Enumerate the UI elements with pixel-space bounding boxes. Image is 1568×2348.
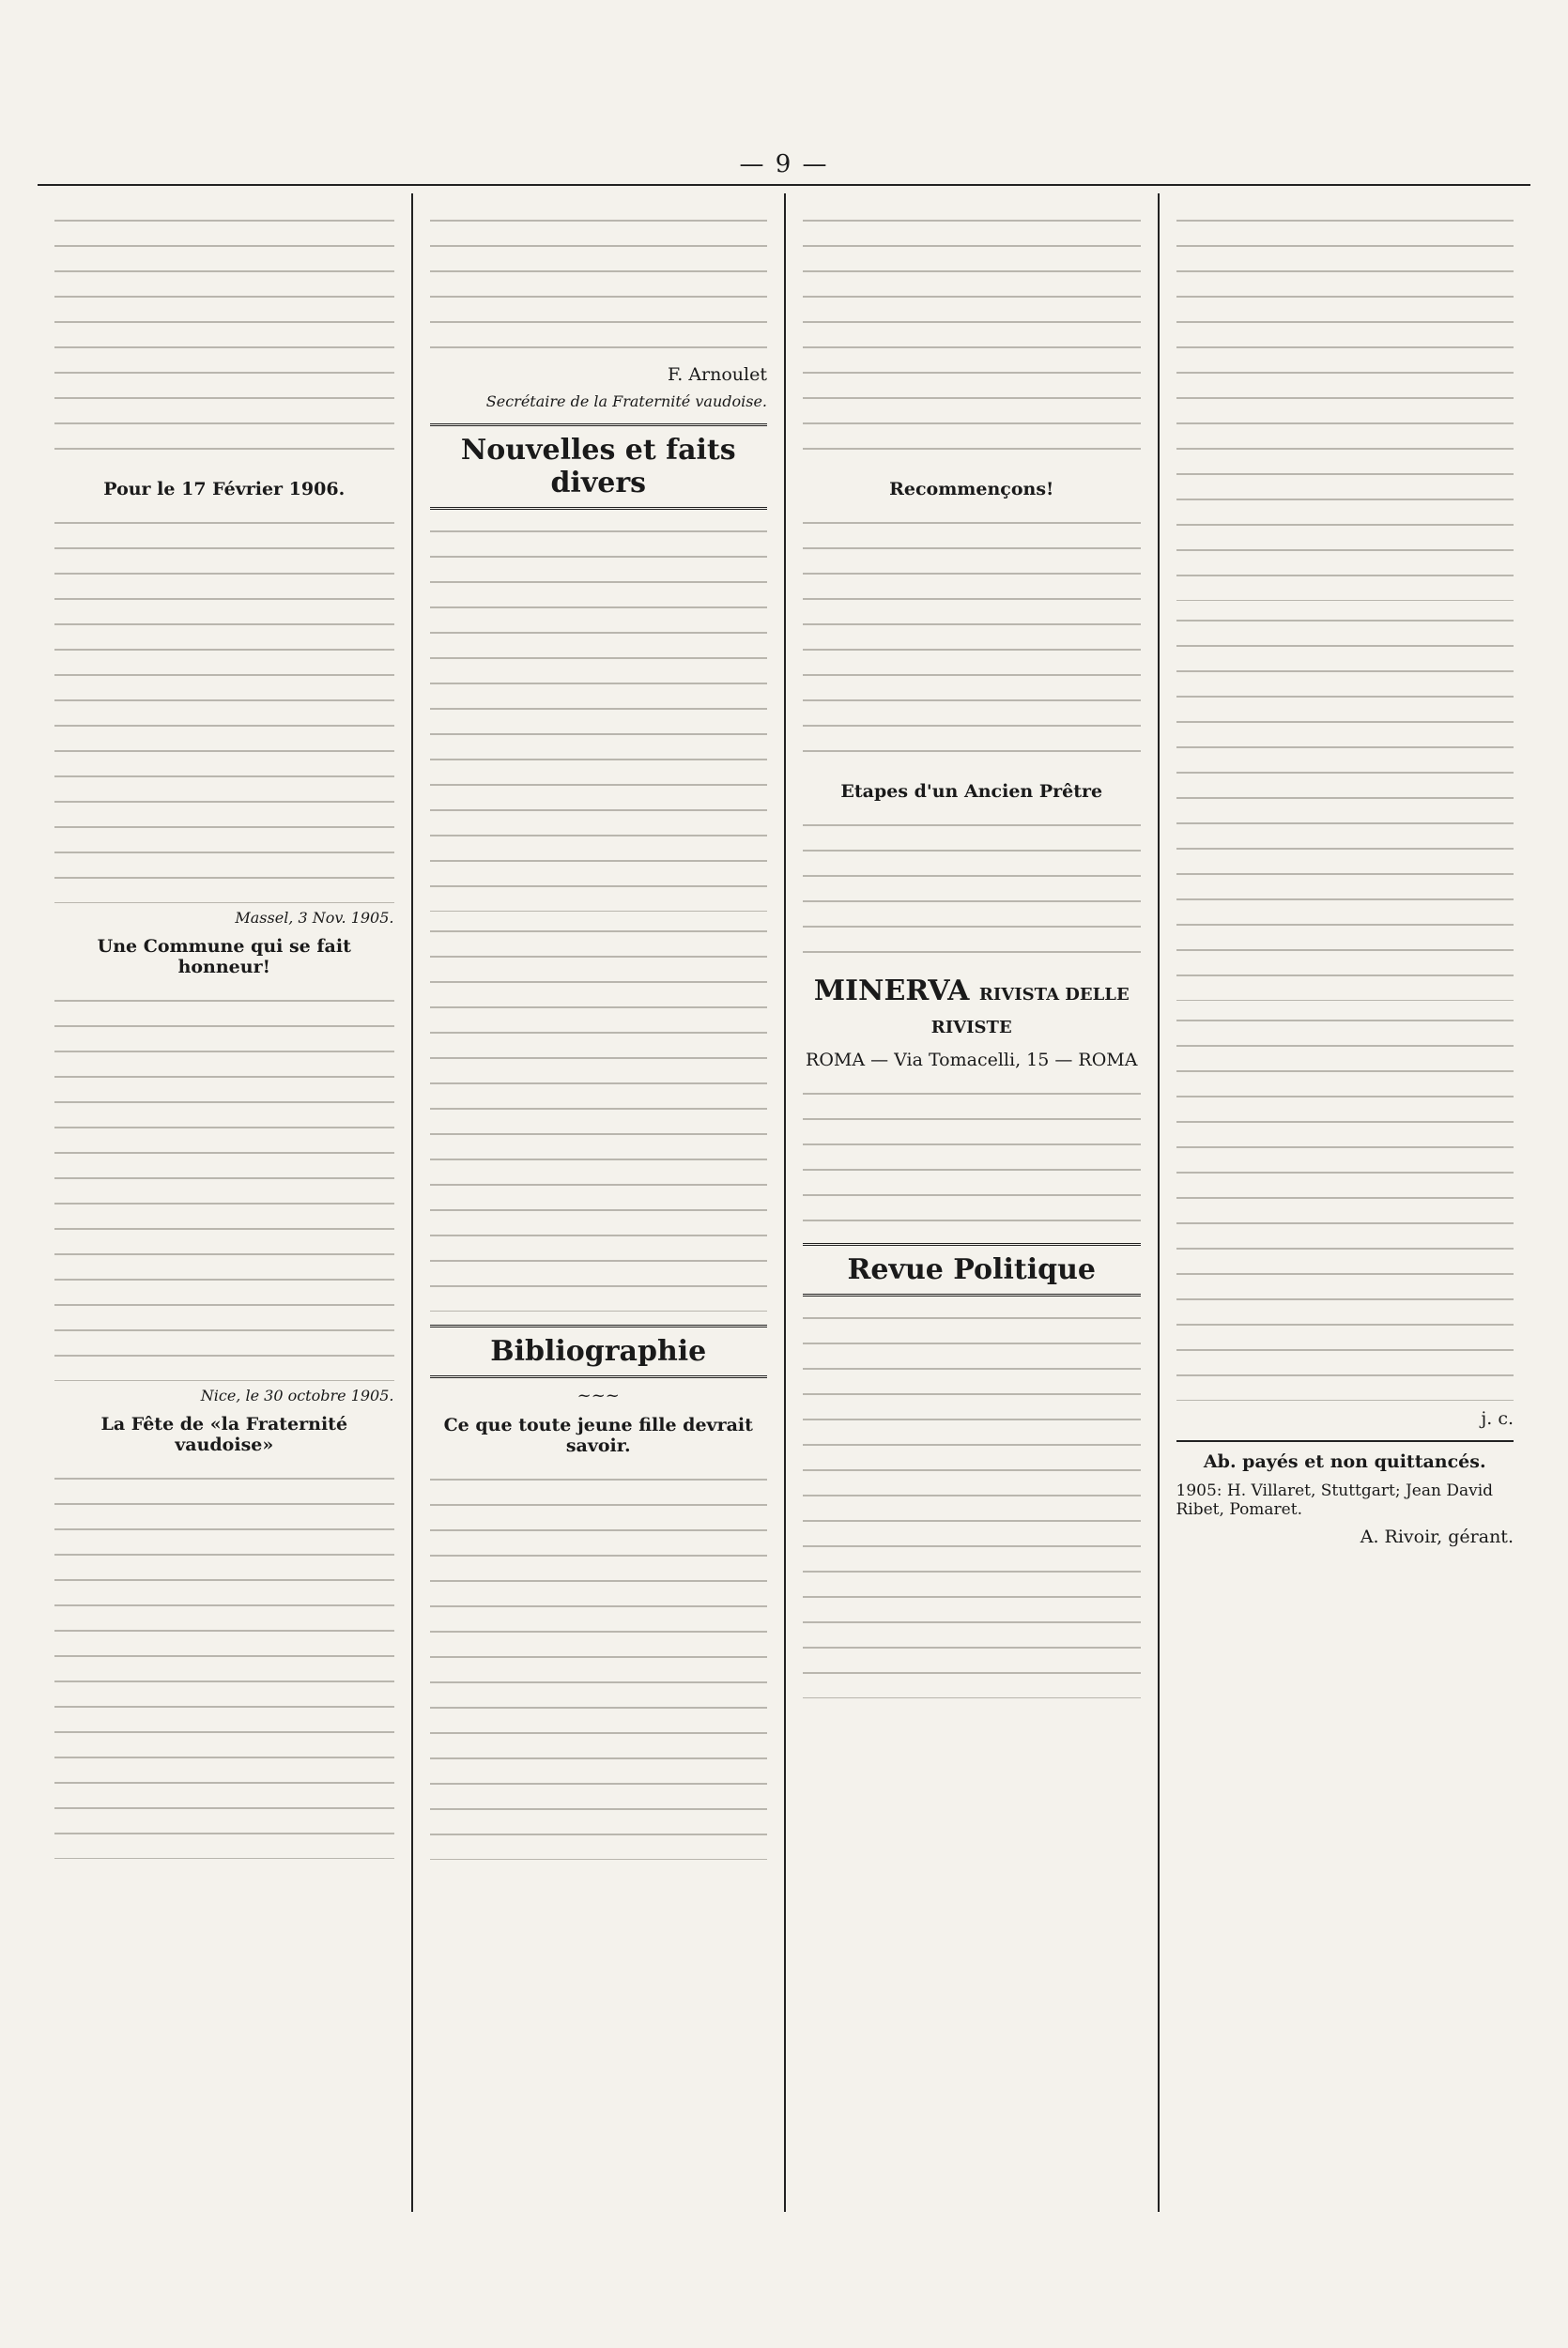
text-block — [54, 1465, 394, 1859]
text-block — [803, 811, 1141, 961]
text-block — [803, 1080, 1141, 1230]
dateline: Nice, le 30 octobre 1905. — [200, 1387, 394, 1404]
footer-line: 1905: H. Villaret, Stuttgart; Jean David Ribet, Pomaret. — [1176, 1481, 1494, 1519]
footer-title: Ab. payés et non quittancés. — [1203, 1451, 1486, 1472]
ornament: ~~~ — [576, 1386, 620, 1405]
signature: F. Arnoulet — [668, 364, 767, 385]
page-number: — 9 — — [739, 150, 829, 178]
section-title: Revue Politique — [803, 1243, 1141, 1297]
footer-rule — [1176, 1440, 1514, 1442]
article-heading: Etapes d'un Ancien Prêtre — [840, 781, 1103, 802]
article-heading: Pour le 17 Février 1906. — [103, 479, 346, 499]
text-block — [1176, 606, 1514, 1001]
top-rule — [38, 184, 1530, 186]
article-heading: Ce que toute jeune fille devrait savoir. — [443, 1415, 753, 1456]
section-title: Bibliographie — [430, 1325, 768, 1378]
signoff: j. c. — [1481, 1408, 1514, 1429]
masthead-title: MINERVA — [813, 974, 970, 1007]
article-heading: Recommençons! — [889, 479, 1054, 499]
text-block — [430, 517, 768, 912]
column-3 — [784, 193, 1158, 2212]
dateline: Massel, 3 Nov. 1905. — [235, 909, 394, 927]
signature-title: Secrétaire de la Fraternité vaudoise. — [485, 392, 767, 410]
text-block — [430, 207, 768, 357]
columns — [38, 193, 1530, 2212]
text-block — [803, 1304, 1141, 1698]
text-block — [803, 207, 1141, 469]
text-block — [54, 207, 394, 469]
column-4 — [1158, 193, 1531, 2212]
text-block — [430, 1466, 768, 1860]
masthead-subtitle: RIVISTA DELLE RIVISTE — [930, 985, 1130, 1037]
gerant: A. Rivoir, gérant. — [1360, 1527, 1514, 1547]
text-block — [54, 509, 394, 903]
column-2 — [411, 193, 785, 2212]
article-heading: La Fête de «la Fraternité vaudoise» — [100, 1414, 348, 1455]
text-block — [1176, 207, 1514, 601]
article-heading: Une Commune qui se fait honneur! — [97, 936, 351, 977]
section-title: Nouvelles et faits divers — [430, 423, 768, 510]
text-block — [430, 917, 768, 1312]
masthead — [803, 974, 1141, 1040]
masthead-address: ROMA — Via Tomacelli, 15 — ROMA — [806, 1050, 1138, 1070]
column-1 — [38, 193, 411, 2212]
text-block — [803, 509, 1141, 772]
text-block — [1176, 1006, 1514, 1401]
text-block — [54, 987, 394, 1381]
